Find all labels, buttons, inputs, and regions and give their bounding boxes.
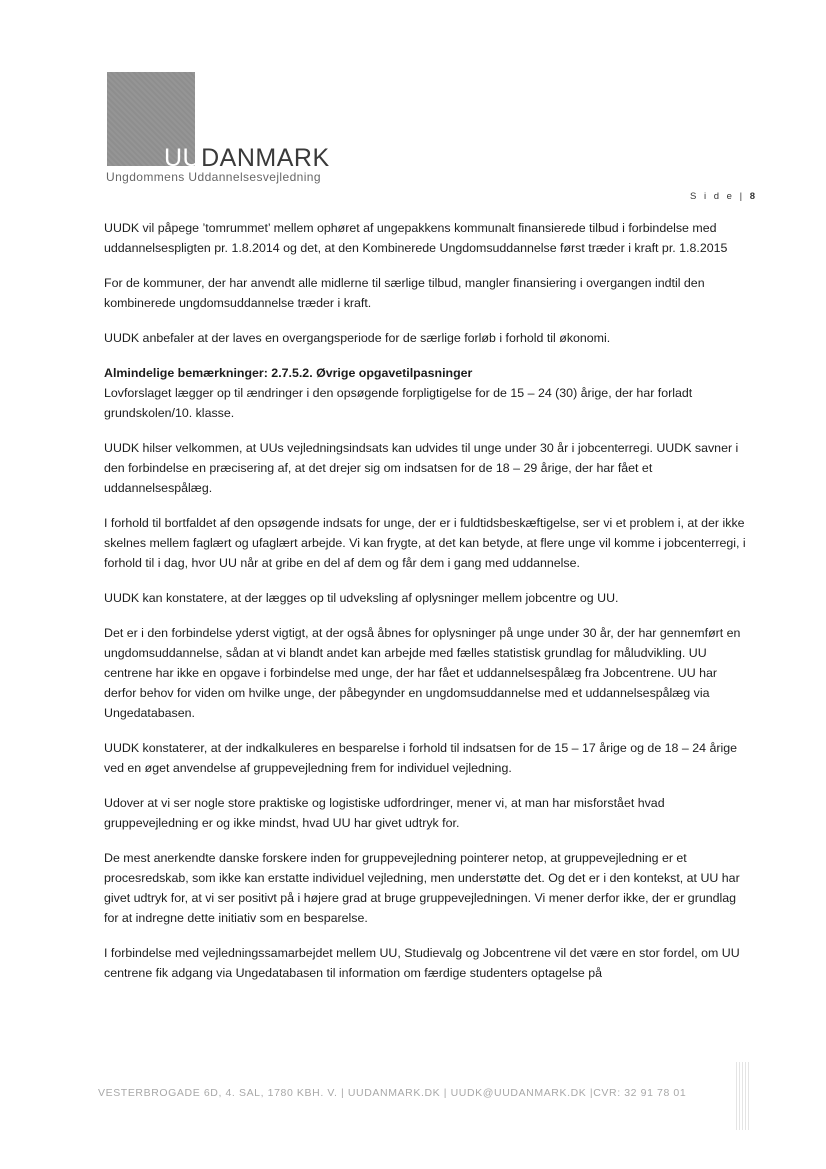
page-label: S i d e (690, 191, 735, 202)
paragraph: UUDK hilser velkommen, at UUs vejledningsindsats kan udvides til unge under 30 år i jobcenterregi. UUDK savner i den forbindelse en præcisering af, at det drejer sig om indsatsen for de 18 – 29 årige, der har fået et uddannelsespålæg. (104, 441, 739, 495)
page-number (690, 191, 755, 202)
paragraph: Det er i den forbindelse yderst vigtigt, at der også åbnes for oplysninger på unge under 30 år, der har gennemført en ungdomsuddannelse, sådan at vi blandt andet kan arbejde med fælles statistisk grundlag for måludvikling. UU centrene har ikke en opgave i forbindelse med unge, der har fået et uddannelsespålæg fra Jobcentrene. UU har derfor behov for viden om hvilke unge, der påbegynder en ungdomsuddannelse med et uddannelsespålæg via Ungedatabasen. (104, 626, 741, 720)
logo-uu: UU (164, 144, 202, 172)
paragraph: For de kommuner, der har anvendt alle midlerne til særlige tilbud, mangler finansiering i overgangen indtil den kombinerede ungdomsuddannelse træder i kraft. (104, 276, 705, 310)
section-heading: Almindelige bemærkninger: 2.7.5.2. Øvrige opgavetilpasninger (104, 366, 473, 380)
footer-address: VESTERBROGADE 6D, 4. SAL, 1780 KBH. V. | UUDANMARK.DK | UUDK@UUDANMARK.DK |CVR: 32 91 78 01 (98, 1087, 687, 1099)
page-separator: | (739, 191, 745, 202)
paragraph: UUDK konstaterer, at der indkalkuleres en besparelse i forhold til indsatsen for de 15 – 17 årige og de 18 – 24 årige ved en øget anvendelse af gruppevejledning frem for individuel vejledning. (104, 741, 737, 775)
logo-wordmark (164, 143, 330, 173)
paragraph: UUDK anbefaler at der laves en overgangsperiode for de særlige forløb i forhold til økonomi. (104, 331, 611, 345)
paragraph: UUDK kan konstatere, at der lægges op til udveksling af oplysninger mellem jobcentre og UU. (104, 591, 619, 605)
paragraph: Lovforslaget lægger op til ændringer i den opsøgende forpligtigelse for de 15 – 24 (30) årige, der har forladt grundskolen/10. klasse. (104, 386, 693, 420)
document-body (104, 218, 748, 998)
page-number-value: 8 (749, 191, 755, 202)
paragraph: I forhold til bortfaldet af den opsøgende indsats for unge, der er i fuldtidsbeskæftigelse, ser vi et problem i, at der ikke skelnes mellem faglært og ufaglært arbejde. Vi kan frygte, at det kan betyde, at flere unge vil komme i jobcenterregi, i forhold til i dag, hvor UU når at gribe en del af dem og får dem i gang med uddannelse. (104, 516, 746, 570)
footer-scan-mark (736, 1062, 750, 1130)
paragraph: Udover at vi ser nogle store praktiske og logistiske udfordringer, mener vi, at man har misforstået hvad gruppevejledning er og ikke mindst, hvad UU har givet udtryk for. (104, 796, 665, 830)
paragraph: De mest anerkendte danske forskere inden for gruppevejledning pointerer netop, at gruppevejledning er et procesredskab, som ikke kan erstatte individuel vejledning, men understøtte det. Og det er i den kontekst, at UU har givet udtryk for, at vi ser positivt på i højere grad at bruge gruppevejledningen. Vi mener derfor ikke, der er grundlag for at indregne dette initiativ som en besparelse. (104, 851, 740, 925)
section (104, 363, 748, 423)
logo-tagline: Ungdommens Uddannelsesvejledning (106, 170, 321, 184)
paragraph: I forbindelse med vejledningssamarbejdet mellem UU, Studievalg og Jobcentrene vil det være en stor fordel, om UU centrene fik adgang via Ungedatabasen til information om færdige studenters optagelse på (104, 946, 740, 980)
paragraph: UUDK vil påpege ’tomrummet’ mellem ophøret af ungepakkens kommunalt finansierede tilbud i forbindelse med uddannelsespligten pr. 1.8.2014 og det, at den Kombinerede Ungdomsuddannelse først træder i kraft pr. 1.8.2015 (104, 221, 728, 255)
logo-danmark: DANMARK (201, 144, 330, 172)
